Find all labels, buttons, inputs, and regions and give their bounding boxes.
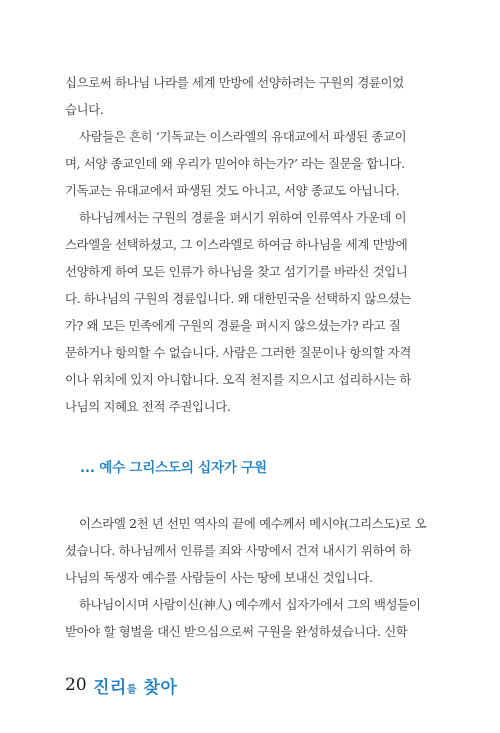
text-line: 스라엘을 선택하셨고, 그 이스라엘로 하여금 하나님을 세계 만방에 [65, 237, 408, 252]
text-line: 문하거나 항의할 수 없습니다. 사람은 그러한 질문이나 항의할 자격 [65, 345, 412, 360]
text-line: 습니다. [65, 102, 104, 117]
text-line: 이스라엘 2천 년 선민 역사의 끝에 예수께서 메시야(그리스도)로 오 [79, 516, 427, 531]
text-line: 받아야 할 형벌을 대신 받으심으로써 구원을 완성하셨습니다. 신학 [65, 624, 408, 639]
text-line: 며, 서양 종교인데 왜 우리가 믿어야 하는가?’ 라는 질문을 합니다. [65, 156, 405, 171]
text-line: 사람들은 흔히 ‘기독교는 이스라엘의 유대교에서 파생된 종교이 [79, 129, 407, 144]
book-title-particle: 를 [126, 684, 138, 696]
text-line: 십으로써 하나님 나라를 세계 만방에 선양하려는 구원의 경륜이었 [65, 75, 404, 90]
text-line: 하나님께서는 구원의 경륜을 펴시기 위하여 인류역사 가운데 이 [79, 210, 407, 225]
text-line: 선양하게 하여 모든 인류가 하나님을 찾고 섬기기를 바라신 것입니 [65, 264, 408, 279]
text-line: 나님의 지혜요 전적 주권입니다. [65, 399, 231, 414]
book-title-part2: 찾아 [143, 678, 178, 698]
text-line: 가? 왜 모든 민족에게 구원의 경륜을 펴시지 않으셨는가? 라고 질 [65, 318, 401, 333]
text-line: 나님의 독생자 예수를 사람들이 사는 땅에 보내신 것입니다. [65, 570, 373, 585]
text-line: 이나 위치에 있지 아니합니다. 오직 천지를 지으시고 섭리하시는 하 [65, 372, 412, 387]
text-line: 기독교는 유대교에서 파생된 것도 아니고, 서양 종교도 아닙니다. [65, 183, 400, 198]
section-heading: ... 예수 그리스도의 십자가 구원 [80, 460, 267, 476]
text-line: 셨습니다. 하나님께서 인류를 죄와 사망에서 건져 내시기 위하여 하 [65, 543, 412, 558]
book-title-part1: 진리 [93, 678, 127, 698]
text-line: 다. 하나님의 구원의 경륜입니다. 왜 대한민국을 선택하지 않으셨는 [65, 291, 412, 306]
text-line: 하나님이시며 사람이신(神人) 예수께서 십자가에서 그의 백성들이 [79, 597, 421, 612]
page-number: 20 [65, 675, 87, 695]
book-title [93, 673, 177, 698]
